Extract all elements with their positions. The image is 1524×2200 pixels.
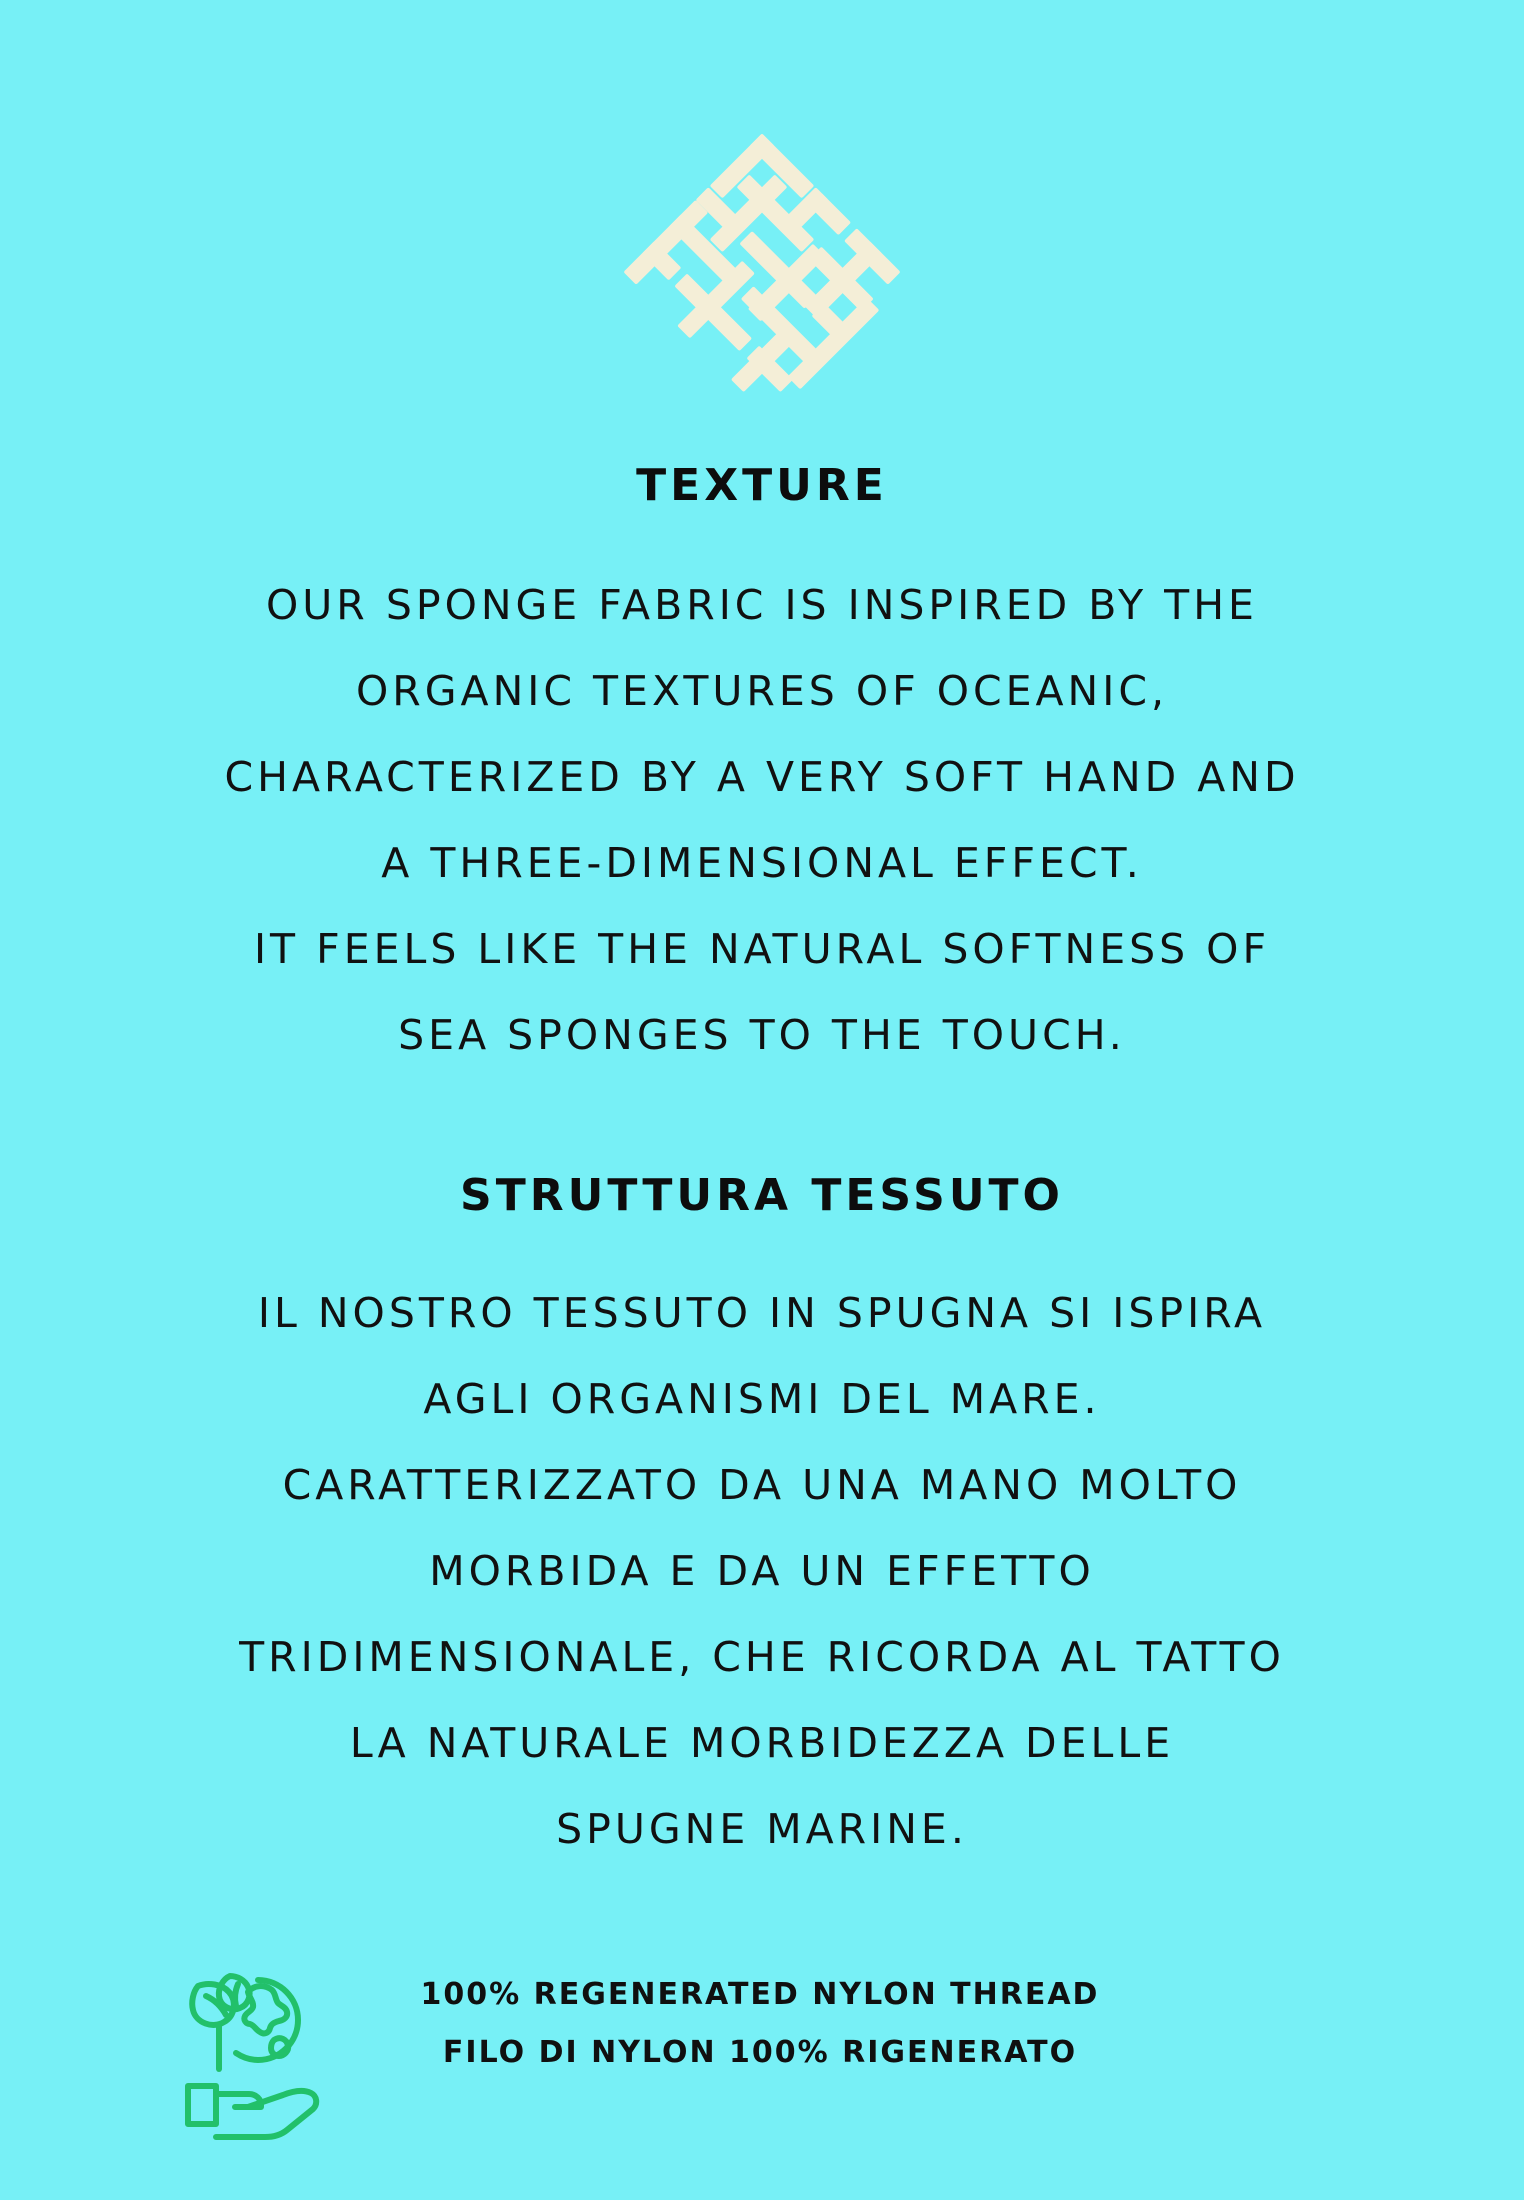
material-info (380, 1966, 1140, 2082)
struttura-description-line: CARATTERIZZATO DA UNA MANO MOLTO (282, 1461, 1242, 1509)
texture-description-line: A THREE-DIMENSIONAL EFFECT. (381, 839, 1143, 887)
section-title-texture: TEXTURE (636, 460, 888, 511)
texture-description-line: ORGANIC TEXTURES OF OCEANIC, (356, 667, 1168, 715)
struttura-description-line: MORBIDA E DA UN EFFETTO (429, 1547, 1095, 1595)
material-info-italian: FILO DI NYLON 100% RIGENERATO (442, 2035, 1078, 2070)
texture-description-line: OUR SPONGE FABRIC IS INSPIRED BY THE (266, 581, 1258, 629)
woven-texture-icon (622, 132, 902, 412)
earth-hand-leaf-icon (180, 1962, 340, 2142)
texture-description-line: IT FEELS LIKE THE NATURAL SOFTNESS OF (253, 925, 1271, 973)
texture-description-line: SEA SPONGES TO THE TOUCH. (398, 1011, 1126, 1059)
struttura-description-line: IL NOSTRO TESSUTO IN SPUGNA SI ISPIRA (257, 1289, 1267, 1337)
material-info-english: 100% REGENERATED NYLON THREAD (420, 1977, 1100, 2012)
struttura-description (100, 1270, 1424, 1872)
texture-description-line: CHARACTERIZED BY A VERY SOFT HAND AND (224, 753, 1300, 801)
struttura-description-line: AGLI ORGANISMI DEL MARE. (423, 1375, 1101, 1423)
section-title-struttura-tessuto: STRUTTURA TESSUTO (460, 1170, 1064, 1221)
texture-description (100, 562, 1424, 1078)
struttura-description-line: SPUGNE MARINE. (556, 1805, 968, 1853)
struttura-description-line: TRIDIMENSIONALE, CHE RICORDA AL TATTO (239, 1633, 1285, 1681)
struttura-description-line: LA NATURALE MORBIDEZZA DELLE (349, 1719, 1175, 1767)
